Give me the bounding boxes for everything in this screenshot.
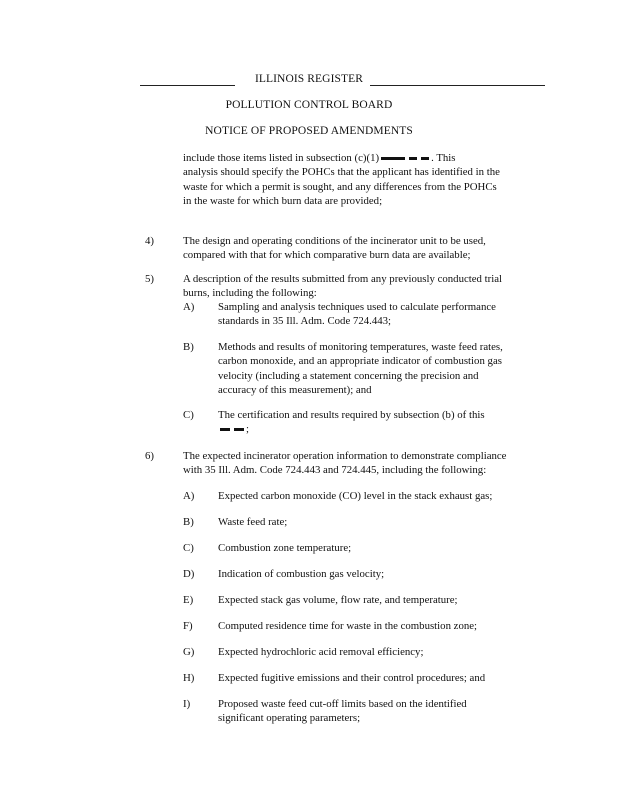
redaction-mark [421,157,429,160]
agency-name: POLLUTION CONTROL BOARD [225,99,393,111]
text-line: The design and operating conditions of the incinerator unit to be used, [183,235,486,247]
subitem-letter: I) [183,698,191,710]
subitem-text: Expected hydrochloric acid removal efficiency; [218,646,424,658]
subitem-letter: F) [183,620,193,632]
text-line: Proposed waste feed cut-off limits based on the identified [218,698,467,710]
subitem-text [218,697,578,726]
text-line: velocity (including a statement concerning the precision and [218,369,479,382]
subitem-letter: D) [183,568,195,580]
text-line: with 35 Ill. Adm. Code 724.443 and 724.445, including the following: [183,464,487,477]
subitem-text [218,340,578,397]
header-rule-right [370,85,545,86]
item-text [183,449,573,478]
subitem-letter: G) [183,646,195,658]
item-text [183,234,573,263]
subitem-letter: C) [183,542,194,554]
text-line: compared with that for which comparative burn data are available; [183,249,471,262]
text-line: ; [218,422,578,436]
redaction-mark [220,428,230,431]
text-line: burns, including the following: [183,287,317,300]
notice-title: NOTICE OF PROPOSED AMENDMENTS [205,125,413,137]
text-line: A description of the results submitted from any previously conducted trial [183,273,503,285]
redaction-mark [234,428,244,431]
subitem-text: Indication of combustion gas velocity; [218,568,385,580]
subitem-letter: B) [183,516,194,528]
intro-line-4: in the waste for which burn data are provided; [183,194,383,207]
subitem-text: Expected fugitive emissions and their control procedures; and [218,672,486,684]
header-rule-left [140,85,235,86]
register-title: ILLINOIS REGISTER [254,73,364,85]
subitem-letter: H) [183,672,195,684]
text-line: carbon monoxide, and an appropriate indicator of combustion gas [218,355,502,368]
subitem-text: Computed residence time for waste in the combustion zone; [218,620,478,632]
text-line: Sampling and analysis techniques used to calculate performance [218,301,496,313]
subitem-text: Combustion zone temperature; [218,542,352,554]
text-line: The certification and results required by subsection (b) of this [218,409,485,421]
item-number: 6) [145,450,154,462]
subitem-letter: B) [183,341,194,353]
subitem-text: Waste feed rate; [218,516,288,528]
text-line: The expected incinerator operation information to demonstrate compliance [183,450,507,462]
item-number: 5) [145,273,154,285]
redaction-mark [381,157,405,160]
intro-paragraph [183,151,573,208]
intro-line-3: waste for which a permit is sought, and any differences from the POHCs [183,180,497,193]
text-line: Methods and results of monitoring temperatures, waste feed rates, [218,341,503,353]
subitem-letter: A) [183,490,195,502]
item-text [183,272,573,301]
intro-line-1: include those items listed in subsection (c)(1) . This [183,152,456,164]
text-line: significant operating parameters; [218,712,361,725]
redaction-mark [409,157,417,160]
subitem-text [218,300,578,329]
subitem-letter: A) [183,301,195,313]
item-number: 4) [145,235,154,247]
intro-line-2: analysis should specify the POHCs that the applicant has identified in the [183,166,500,179]
subitem-text [218,408,578,437]
text-line: accuracy of this measurement); and [218,383,372,396]
subitem-letter: C) [183,409,194,421]
subitem-text: Expected carbon monoxide (CO) level in the stack exhaust gas; [218,490,493,502]
text-line: standards in 35 Ill. Adm. Code 724.443; [218,315,392,328]
subitem-text: Expected stack gas volume, flow rate, and temperature; [218,594,458,606]
subitem-letter: E) [183,594,194,606]
